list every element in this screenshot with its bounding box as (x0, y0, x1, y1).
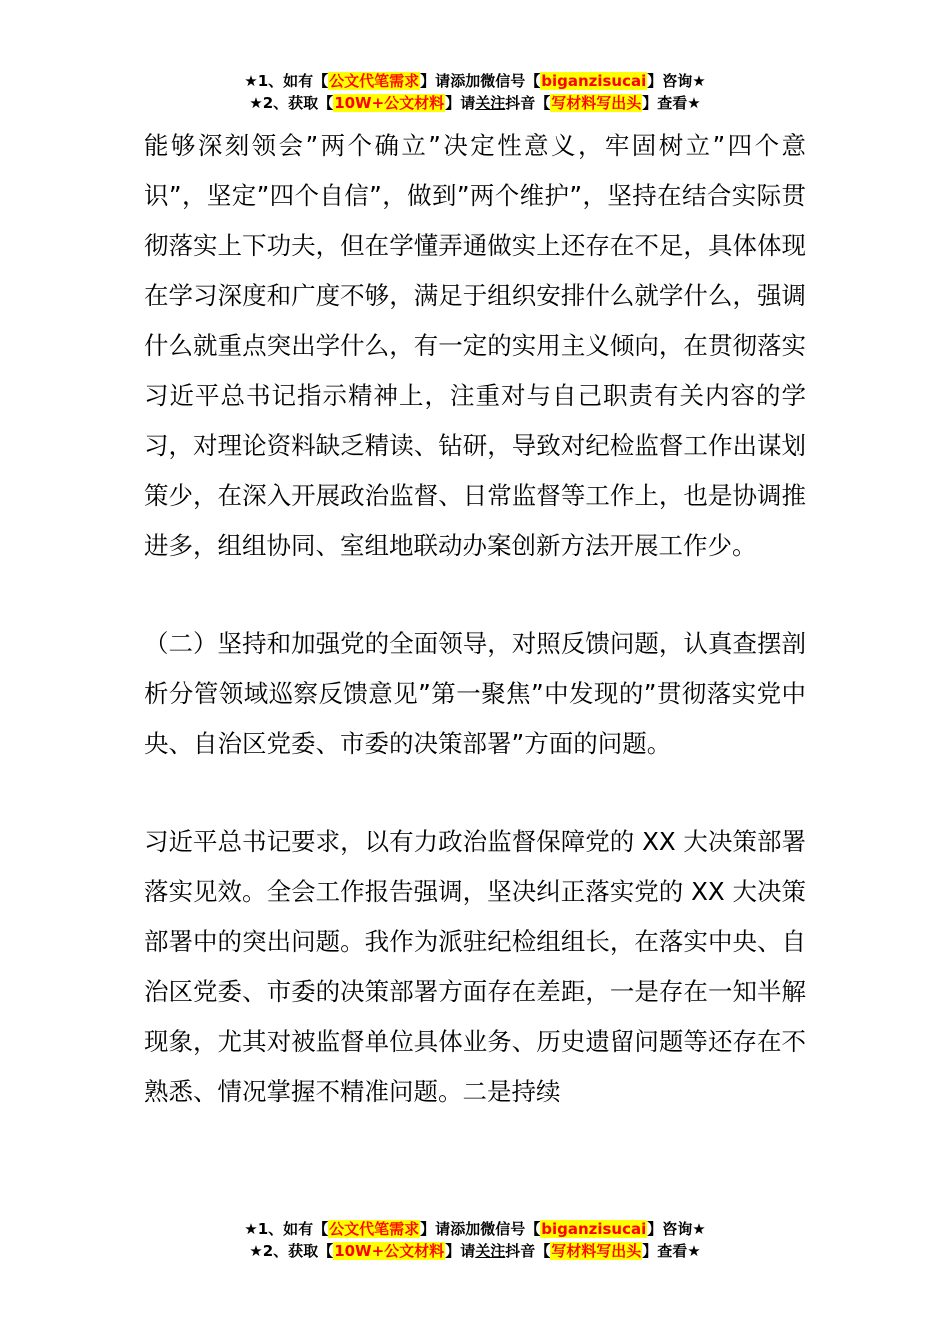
banner-emphasis: 关注 (475, 94, 506, 112)
banner-highlight: 公文代笔需求 (329, 72, 420, 90)
banner-text: 】查看★ (642, 94, 701, 112)
banner-text: 抖音【 (505, 94, 551, 112)
banner-text: 】咨询★ (647, 1220, 706, 1238)
section-heading-paragraph: （二）坚持和加强党的全面领导，对照反馈问题，认真查摆剖析分管领域巡察反馈意见”第一聚焦”中发现的”贯彻落实党中央、自治区党委、市委的决策部署”方面的问题。 (144, 629, 806, 758)
banner-text: 】咨询★ (647, 72, 706, 90)
banner-text: 】请 (420, 72, 451, 90)
body-paragraph-3: 习近平总书记要求，以有力政治监督保障党的 XX 大决策部署落实见效。全会工作报告强调，坚决纠正落实党的 XX 大决策部署中的突出问题。我作为派驻纪检组组长，在落实中央、自治区党委、市委的决策部署方面存在差距，一是存在一知半解现象，尤其对被监督单位具体业务、历史遗留问题等还存在不熟悉、情况掌握不精准问题。二是持续 (144, 827, 806, 1106)
banner-text: 】请 (445, 1242, 476, 1260)
banner-text: 】请 (420, 1220, 451, 1238)
banner-text: ★1、如有【 (244, 72, 329, 90)
banner-emphasis: 添加 (450, 1220, 481, 1238)
banner-emphasis: 添加 (450, 72, 481, 90)
banner-line-1 (0, 70, 950, 92)
body-paragraph-1: 能够深刻领会”两个确立”决定性意义，牢固树立”四个意识”，坚定”四个自信”，做到”两个维护”，坚持在结合实际贯彻落实上下功夫，但在学懂弄通做实上还存在不足，具体体现在学习深度和广度不够，满足于组织安排什么就学什么，强调什么就重点突出学什么，有一定的实用主义倾向，在贯彻落实习近平总书记指示精神上，注重对与自己职责有关内容的学习，对理论资料缺乏精读、钻研，导致对纪检监督工作出谋划策少，在深入开展政治监督、日常监督等工作上，也是协调推进多，组组协同、室组地联动办案创新方法开展工作少。 (144, 131, 806, 560)
banner-text: 】请 (445, 94, 476, 112)
banner-highlight: 10W+公文材料 (334, 1242, 445, 1260)
banner-text: 抖音【 (505, 1242, 551, 1260)
banner-highlight: biganzisucai (541, 72, 647, 90)
paragraph-spacer (144, 571, 806, 619)
banner-highlight: 10W+公文材料 (334, 94, 445, 112)
footer-banner (0, 1218, 950, 1262)
banner-highlight: 公文代笔需求 (329, 1220, 420, 1238)
banner-text: ★2、获取【 (249, 1242, 334, 1260)
header-banner (0, 70, 950, 114)
banner-line-1 (0, 1218, 950, 1240)
document-body (144, 121, 806, 1117)
banner-line-2 (0, 1240, 950, 1262)
banner-highlight: biganzisucai (541, 1220, 647, 1238)
banner-highlight: 写材料写出头 (551, 94, 642, 112)
banner-text: 微信号【 (480, 72, 541, 90)
banner-highlight: 写材料写出头 (551, 1242, 642, 1260)
banner-text: ★1、如有【 (244, 1220, 329, 1238)
banner-emphasis: 关注 (475, 1242, 506, 1260)
banner-line-2 (0, 92, 950, 114)
paragraph-spacer (144, 769, 806, 817)
banner-text: 】查看★ (642, 1242, 701, 1260)
banner-text: ★2、获取【 (249, 94, 334, 112)
banner-text: 微信号【 (480, 1220, 541, 1238)
